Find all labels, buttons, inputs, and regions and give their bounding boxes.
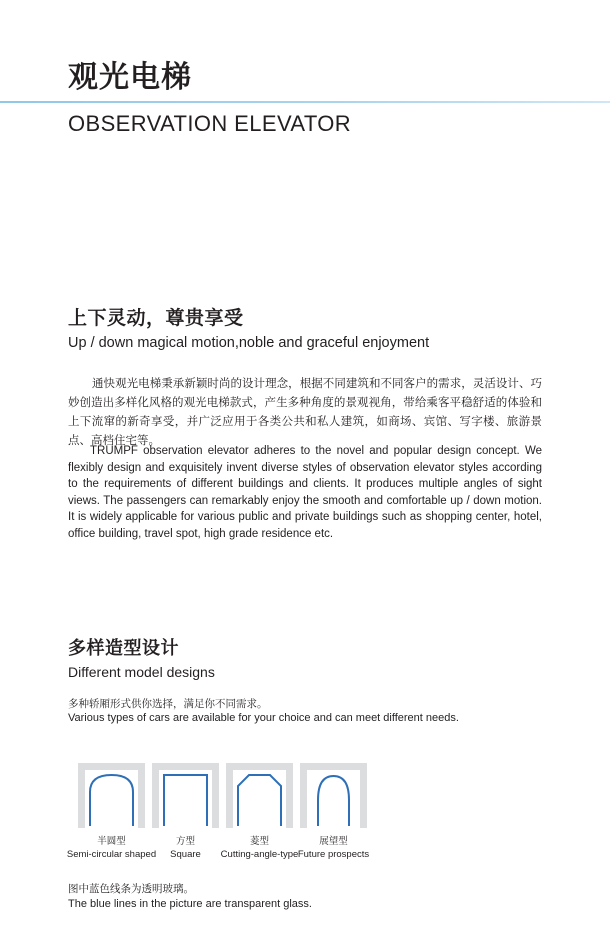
model-label-en: Semi-circular shaped: [66, 849, 157, 860]
cutting-angle-shape-icon: [233, 770, 286, 828]
section1-heading-en: Up / down magical motion,noble and graceful enjoyment: [68, 335, 430, 351]
model-label-cn: 方型: [175, 836, 195, 847]
page-title-cn: 观光电梯: [68, 61, 192, 94]
square-shape-icon: [159, 770, 212, 828]
future-prospects-shape-icon: [307, 770, 360, 828]
section2-heading-en: Different model designs: [68, 664, 215, 680]
model-label-en: Cutting-angle-type: [220, 849, 299, 860]
model-label-en: Future prospects: [297, 849, 370, 860]
page-title-en: OBSERVATION ELEVATOR: [68, 111, 352, 136]
model-thumbnail: [226, 763, 293, 828]
footer-note-en: The blue lines in the picture are transparent glass.: [68, 898, 312, 910]
model-label-cn: 半圆型: [97, 836, 126, 847]
model-card-square: [152, 763, 219, 860]
section2-note-cn: 多种轿厢形式供你选择，满足你不同需求。: [68, 698, 268, 710]
model-thumbnail: [152, 763, 219, 828]
section2-heading-cn: 多样造型设计: [68, 638, 179, 658]
section1-heading-cn: 上下灵动，尊贵享受: [68, 308, 244, 329]
model-label-en: Square: [170, 849, 201, 860]
model-thumbnail: [300, 763, 367, 828]
footer-note-cn: 图中蓝色线条为透明玻璃。: [68, 883, 194, 895]
model-gallery: [66, 763, 370, 860]
header-divider: [0, 101, 610, 103]
model-label-cn: 菱型: [249, 836, 269, 847]
section2-note-en: Various types of cars are available for your choice and can meet different needs.: [68, 712, 459, 724]
model-label-cn: 展望型: [319, 836, 348, 847]
semi-circular-shape-icon: [85, 770, 138, 828]
model-card-cutting-angle: [220, 763, 299, 860]
model-thumbnail: [78, 763, 145, 828]
model-card-semi-circular: [66, 763, 157, 860]
model-card-future-prospects: [297, 763, 370, 860]
section1-body-cn: 通快观光电梯秉承新颖时尚的设计理念，根据不同建筑和不同客户的需求，灵活设计、巧妙创造出多样化风格的观光电梯款式，产生多种角度的景观视角，带给乘客平稳舒适的体验和上下流窜的新奇享受，并广泛应用于各类公共和私人建筑，如商场、宾馆、写字楼、旅游景点、高档住宅等。: [68, 378, 542, 447]
section1-body-en: TRUMPF observation elevator adheres to the novel and popular design concept. We flexibly design and exquisitely invent diverse styles of observation elevator styles according to the requirements of different buildings and clients. It produces multiple angles of sight views. The passengers can remarkably enjoy the smooth and comfortable up / down motion. It is widely applicable for various public and private buildings such as shopping center, hotel, office building, travel spot, high grade residence etc.: [68, 445, 542, 540]
